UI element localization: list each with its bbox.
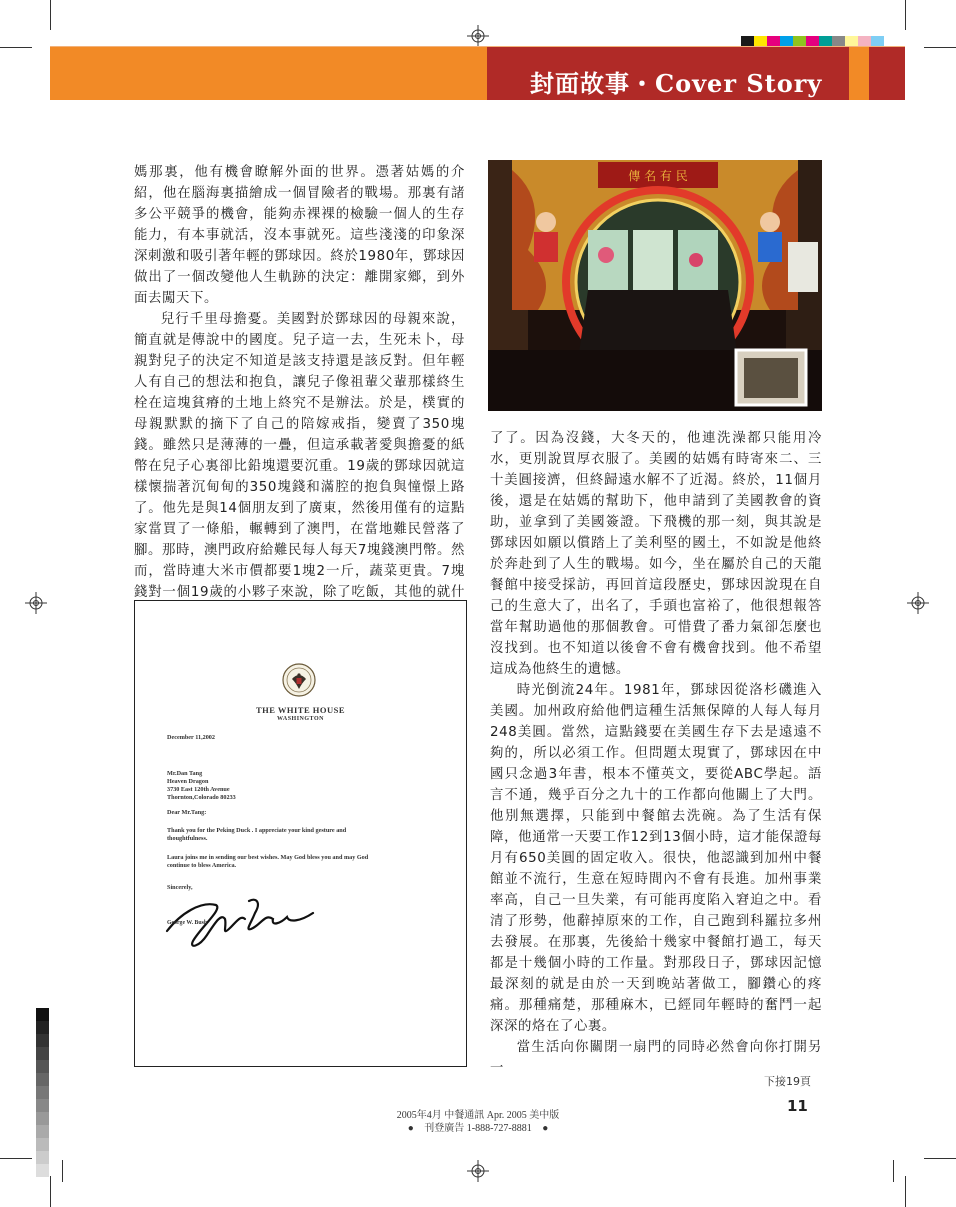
header-band-accent [849,47,869,100]
letter-paragraph: Laura joins me in sending our best wishes. May God bless you and may God continue to bless America. [167,854,369,869]
bullet-icon: ● [407,1123,414,1134]
address-line: Mr.Dan Tang [167,770,203,777]
header-band-end [869,47,905,100]
registration-mark-top [467,25,489,47]
restaurant-interior-photo [488,160,822,411]
article-right-column [490,428,822,1079]
paragraph: 兒行千里母擔憂。美國對於鄧球因的母親來說，簡直就是傳說中的國度。兒子這一去，生死未卜，母親對兒子的決定不知道是該支持還是該反對。但年輕人有自己的想法和抱負，讓兒子像祖輩父輩那樣終生栓在這塊貧瘠的土地上終究不是辦法。於是，樸實的母親默默的摘下了自己的陪嫁戒指，變賣了350塊錢。雖然只是薄薄的一疊，但這承載著愛與擔憂的紙幣在兒子心裏卻比鉛塊還要沉重。19歲的鄧球因就這樣懷揣著沉甸甸的350塊錢和滿腔的抱負與憧憬上路了。他先是與14個朋友到了廣東，然後用僅有的這點家當買了一條船，輾轉到了澳門，在當地難民營落了腳。那時，澳門政府給難民每人每天7塊錢澳門幣。然而，當時連大米市價都要1塊2一斤，蔬菜更貴。7塊錢對一個19歲的小夥子來說，除了吃飯，其他的就什 [134,312,465,600]
presidential-seal-icon [282,663,316,697]
gray-swatch [36,1047,49,1060]
letter-closing: Sincerely, [167,884,193,891]
page-number: 11 [787,1097,808,1115]
bullet-icon: ● [542,1123,549,1134]
address-line: Heaven Dragon [167,778,209,785]
gray-swatch [36,1164,49,1177]
ad-contact: 刊登廣告 1-888-727-8881 [424,1123,532,1134]
gray-swatch [36,1151,49,1164]
header-band-orange [50,47,487,100]
address-line: 3730 East 120th Avenue [167,786,230,793]
paragraph: 了了。因為沒錢，大冬天的，他連洗澡都只能用冷水，更別說買厚衣服了。美國的姑媽有時寄來二、三十美圓接濟，但終歸遠水解不了近渴。終於，11個月後，還是在姑媽的幫助下，他申請到了美國教會的資助，並拿到了美國簽證。下飛機的那一刻，與其說是鄧球因如願以償踏上了美利堅的國土，不如說是他終於奔赴到了人生的戰場。如今，坐在屬於自己的天龍餐館中接受採訪，再回首這段歷史，鄧球因說現在自己的生意大了，出名了，手頭也富裕了，他很想報答當年幫助過他的那個教會。可惜費了番力氣卻怎麼也沒找到。也不知道以後會不會有機會找到。他不希望這成為他終生的遺憾。 [490,431,822,677]
restaurant-moon-gate-image [488,160,822,411]
letter-signer: George W. Bush [167,920,208,926]
letter-date: December 11,2002 [167,734,215,741]
continued-on-page: 下接19頁 [764,1075,811,1088]
paragraph: 當生活向你關閉一扇門的同時必然會向你打開另一 [490,1040,822,1076]
gray-swatch [36,1008,49,1021]
footer-ad-line [0,1119,956,1134]
letterhead-city: WASHINGTON [277,716,324,722]
address-line: Thornton,Colorado 80233 [167,794,236,801]
paragraph: 時光倒流24年。1981年，鄧球因從洛杉磯進入美國。加州政府給他們這種生活無保障的人每人每月248美圓。當然，這點錢要在美國生存下去是遠遠不夠的，所以必須工作。但問題太現實了，鄧球因在中國只念過3年書，根本不懂英文，要從ABC學起。語言不通，幾乎百分之九十的工作都向他關上了大門。他別無選擇，只能到中餐館去洗碗。為了生活有保障，他通常一天要工作12到13個小時，這才能保證每月有650美圓的固定收入。很快，他認識到加州中餐館並不流行，生意在短時間內不會有長進。加州事業率高，自己一旦失業，有可能再度陷入窘迫之中。看清了形勢，他辭掉原來的工作，自己跑到科羅拉多州去發展。在那裏，先後給十幾家中餐館打過工，每天都是十幾個小時的工作量。對那段日子，鄧球因記憶最深刻的就是由於一天到晚站著做工，腳鑽心的疼痛。那種痛楚，那種麻木，已經同年輕時的奮鬥一起深深的烙在了心裏。 [490,683,822,1034]
article-left-column [134,162,465,624]
section-title: 封面故事・Cover Story [530,69,823,98]
restaurant-sign-text: 傳 名 有 民 [628,169,688,183]
letter-salutation: Dear Mr.Tang: [167,809,207,816]
gray-swatch [36,1034,49,1047]
white-house-letter [134,600,467,1067]
gray-swatch [36,1138,49,1151]
paragraph: 媽那裏，他有機會瞭解外面的世界。憑著姑媽的介紹，他在腦海裏描繪成一個冒險者的戰場。那裏有諸多公平競爭的機會，能夠赤裸裸的檢驗一個人的生存能力，有本事就活，沒本事就死。這些淺淺的印象深深刺激和吸引著年輕的鄧球因。終於1980年，鄧球因做出了一個改變他人生軌跡的決定：離開家鄉，到外面去闖天下。 [134,165,465,306]
gray-swatch [36,1021,49,1034]
gray-swatch [36,1060,49,1073]
grayscale-calibration-bar [36,1008,49,1177]
letter-paragraph: Thank you for the Peking Duck . I appreciate your kind gesture and thoughtfulness. [167,827,347,842]
registration-mark-left [25,592,47,614]
gray-swatch [36,1086,49,1099]
gray-swatch [36,1073,49,1086]
registration-mark-bottom [467,1160,489,1182]
footer-issue: 2005年4月 中餐通訊 Apr. 2005 美中版 [396,1110,560,1121]
registration-mark-right [907,592,929,614]
signature-image [161,883,331,953]
letterhead-title: THE WHITE HOUSE [255,705,346,715]
letter-address [167,770,236,802]
